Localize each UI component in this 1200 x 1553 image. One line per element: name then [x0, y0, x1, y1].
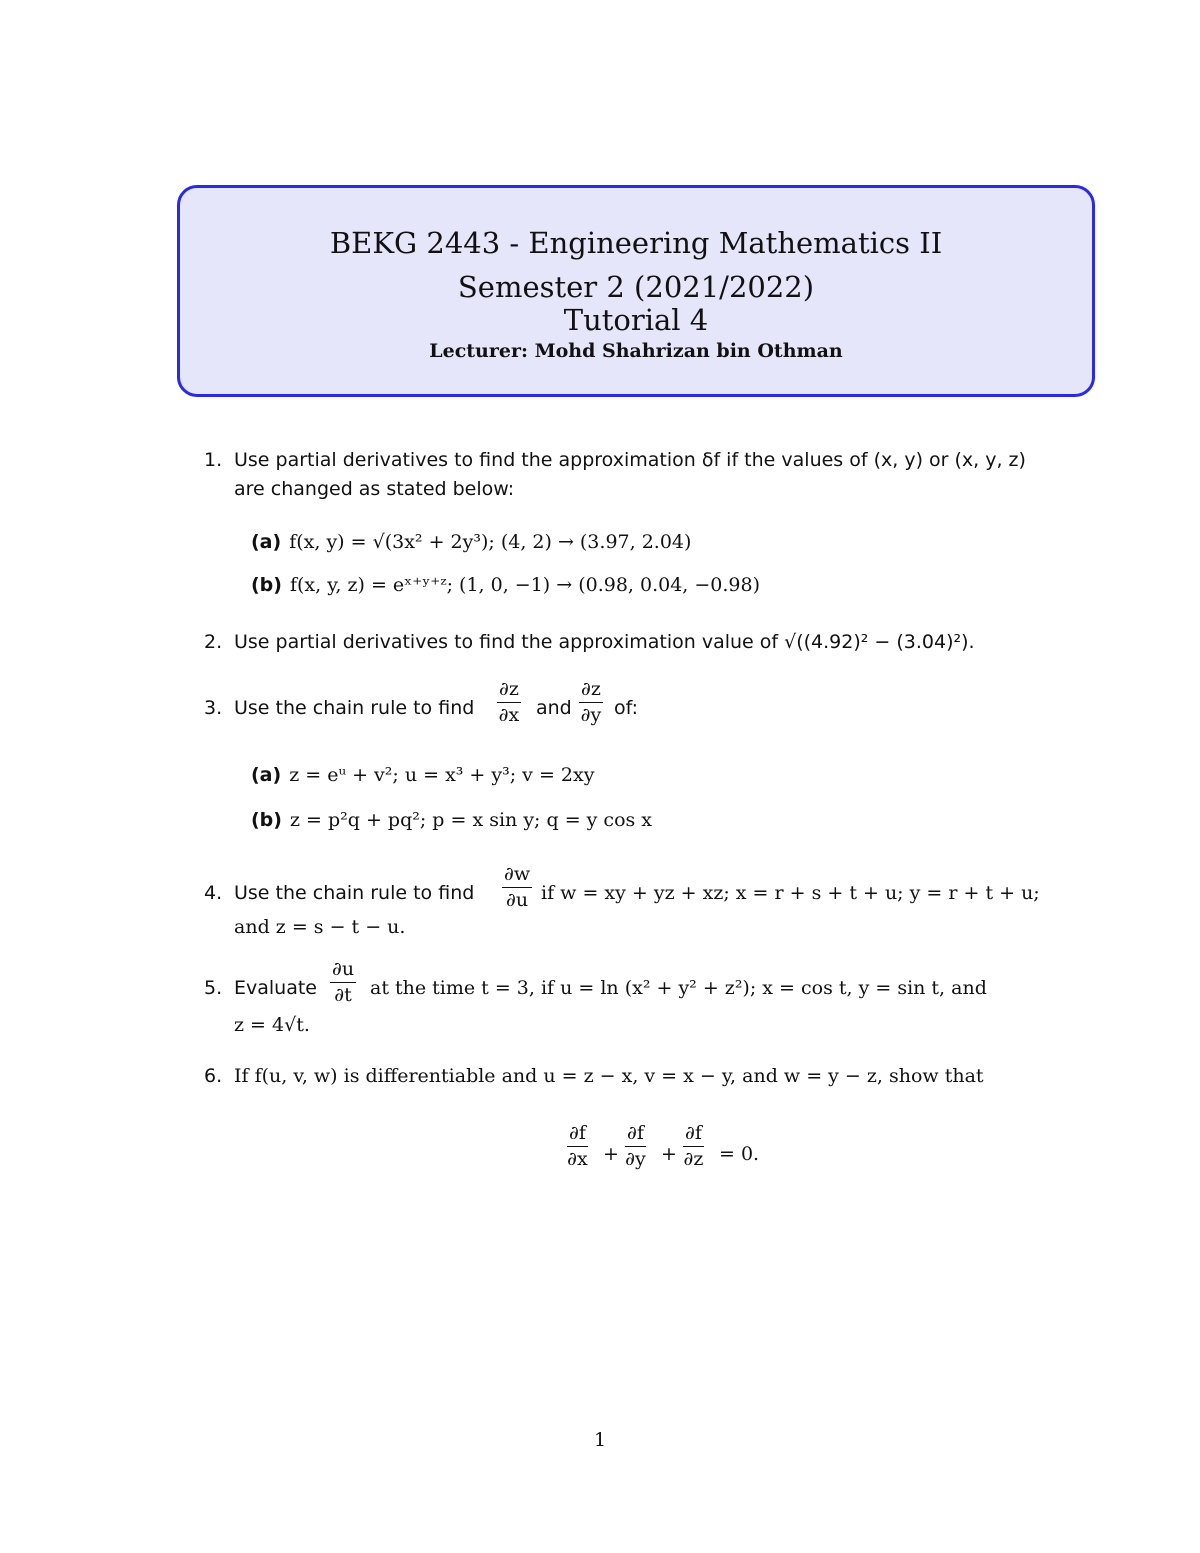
q6-number: 6.	[204, 1065, 223, 1087]
q5-frac-num: ∂u	[330, 960, 356, 983]
q3-frac1-num: ∂z	[497, 680, 521, 703]
q6-text: If f(u, v, w) is differentiable and u = z − x, v = x − y, and w = y − z, show that	[234, 1065, 984, 1087]
q2-number: 2.	[204, 631, 223, 653]
q3b-item	[251, 811, 652, 830]
q3-dzdy-fraction	[579, 680, 603, 725]
q6-f1-num: ∂f	[567, 1124, 588, 1147]
q1-number: 1.	[204, 449, 223, 471]
course-title: BEKG 2443 - Engineering Mathematics II	[329, 226, 943, 260]
q1b-label: (b)	[251, 574, 282, 596]
q1a-item	[251, 533, 691, 552]
q4-lead: Use the chain rule to find	[234, 882, 475, 904]
q4-frac-den: ∂u	[506, 889, 529, 911]
q3-dzdx-fraction	[497, 680, 521, 725]
q1b-expression: f(x, y, z) = eˣ⁺ʸ⁺ᶻ; (1, 0, −1) → (0.98, 0.04, −0.98)	[289, 574, 761, 596]
q3-and: and	[536, 697, 572, 719]
q5-lead: Evaluate	[234, 977, 317, 999]
q1b-item	[251, 576, 760, 595]
q3-frac1-den: ∂x	[498, 704, 520, 726]
q6-plus2: +	[661, 1143, 677, 1165]
q6-f1-den: ∂x	[567, 1148, 588, 1170]
q3-lead: Use the chain rule to find	[234, 697, 475, 719]
q1a-label: (a)	[251, 531, 282, 553]
q4-frac-num: ∂w	[502, 865, 532, 888]
q3-frac2-den: ∂y	[580, 704, 602, 726]
q4-number: 4.	[204, 882, 223, 904]
title-box	[177, 185, 1095, 397]
tutorial-title: Tutorial 4	[563, 303, 709, 337]
q3a-label: (a)	[251, 764, 282, 786]
q6-dfdy-fraction	[625, 1124, 646, 1169]
q1-line2: are changed as stated below:	[234, 478, 515, 500]
q5-line2: z = 4√t.	[234, 1014, 310, 1036]
q3b-expression: z = p²q + pq²; p = x sin y; q = y cos x	[289, 809, 653, 831]
q6-plus1: +	[603, 1143, 619, 1165]
q5-tail: at the time t = 3, if u = ln (x² + y² + z²); x = cos t, y = sin t, and	[370, 977, 987, 999]
q1a-expression: f(x, y) = √(3x² + 2y³); (4, 2) → (3.97, 2.04)	[289, 531, 692, 553]
q6-f2-den: ∂y	[625, 1148, 646, 1170]
q4-line2: and z = s − t − u.	[234, 916, 406, 938]
q6-result: = 0.	[719, 1143, 760, 1165]
q1-line1: Use partial derivatives to find the approximation δf if the values of (x, y) or (x, y, z)	[234, 449, 1026, 471]
q6-f3-num: ∂f	[683, 1124, 704, 1147]
q2-text: Use partial derivatives to find the approximation value of √((4.92)² − (3.04)²).	[234, 631, 975, 653]
q3a-expression: z = eᵘ + v²; u = x³ + y³; v = 2xy	[289, 764, 595, 786]
q3a-item	[251, 766, 594, 785]
q3-number: 3.	[204, 697, 223, 719]
q3-frac2-num: ∂z	[579, 680, 603, 703]
q6-f2-num: ∂f	[625, 1124, 646, 1147]
q4-dwdu-fraction	[502, 865, 532, 910]
lecturer-line: Lecturer: Mohd Shahrizan bin Othman	[429, 340, 843, 362]
q6-dfdx-fraction	[567, 1124, 588, 1169]
q5-dudt-fraction	[330, 960, 356, 1005]
q3b-label: (b)	[251, 809, 282, 831]
semester-line: Semester 2 (2021/2022)	[457, 270, 815, 304]
q6-f3-den: ∂z	[683, 1148, 704, 1170]
page-number: 1	[593, 1429, 607, 1451]
q5-number: 5.	[204, 977, 223, 999]
q5-frac-den: ∂t	[334, 984, 352, 1006]
q3-tail: of:	[614, 697, 639, 719]
q6-dfdz-fraction	[683, 1124, 704, 1169]
q4-tail: if w = xy + yz + xz; x = r + s + t + u; y = r + t + u;	[541, 882, 1040, 904]
